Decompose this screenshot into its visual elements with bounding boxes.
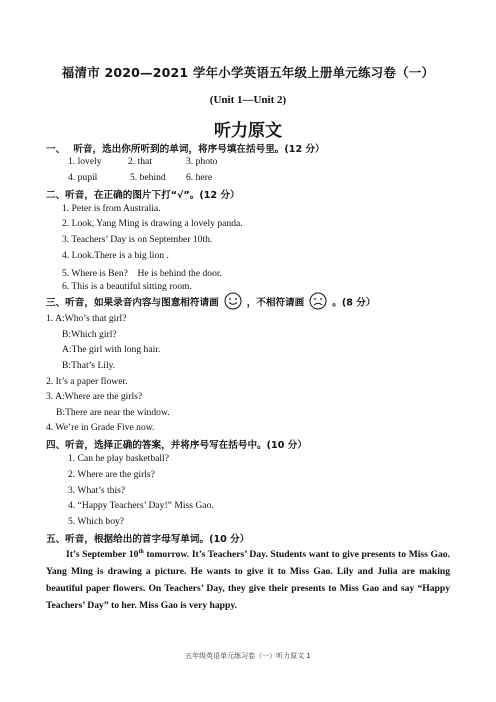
s2-line: 5. Where is Ben? He is behind the door. — [62, 268, 222, 279]
s3-line: 1. A:Who’s that girl? — [46, 313, 127, 324]
section3-title — [46, 292, 375, 313]
section1-title: 一、 听音，选出你所听到的单词，将序号填在括号里。(12 分） — [46, 144, 325, 155]
s5-para-part: tomorrow. It’s Teachers’ Day. Students want to give presents to Miss Gao. Yang Ming is drawing a picture. He wants to give it to Miss Gao. Lily and Julia are making beautiful paper flowers. On Teachers’ Day, they give their presents to Miss Gao and say “Happy Teachers’ Day” to her. Miss Gao is very happy. — [46, 549, 450, 611]
s2-line: 2. Look, Yang Ming is drawing a lovely panda. — [62, 218, 243, 229]
s2-line: 4. Look.There is a big lion . — [62, 250, 169, 261]
s4-line: 3. What’s this? — [68, 485, 126, 496]
s3-line: A:The girl with long hair. — [62, 344, 161, 355]
sad-face-icon — [308, 292, 328, 313]
s5-para-part: It’s September 10 — [66, 549, 139, 560]
section5-paragraph — [46, 546, 450, 614]
smiling-face-icon — [223, 292, 243, 313]
s5-para-sup: th — [138, 548, 144, 555]
s4-line: 2. Where are the girls? — [68, 469, 155, 480]
s4-line: 4. “Happy Teachers’ Day!” Miss Gao. — [68, 500, 214, 511]
s3-line: B:There are near the window. — [56, 407, 170, 418]
s3-line: 2. It’s a paper flower. — [46, 376, 128, 387]
section2-title: 二、听音，在正确的图片下打“√”。(12 分） — [46, 190, 240, 201]
s1-word: 5. behind — [130, 172, 166, 183]
s1-word: 4. pupil — [68, 172, 98, 183]
s3-title-part: 。(8 分） — [332, 297, 376, 309]
s1-word: 2. that — [128, 156, 152, 167]
s3-title-part: 三、听音，如果录音内容与图意相符请画 — [46, 297, 219, 309]
s4-line: 5. Which boy? — [68, 516, 125, 527]
section5-title: 五、听音，根据给出的首字母写单词。(10 分） — [46, 534, 250, 545]
s2-line: 3. Teachers’ Day is on September 10th. — [62, 234, 213, 245]
s1-word: 6. here — [186, 172, 213, 183]
s2-line: 1. Peter is from Australia. — [62, 203, 161, 214]
section4-title: 四、听音，选择正确的答案，并将序号写在括号中。(10 分） — [46, 440, 307, 451]
s3-title-part: ，不相符请画 — [246, 297, 305, 309]
s2-line: 6. This is a beautiful sitting room. — [62, 281, 192, 292]
s3-line: B:Which girl? — [62, 329, 117, 340]
s1-word: 1. lovely — [68, 156, 102, 167]
s3-line: B:That’s Lily. — [62, 360, 116, 371]
s3-line: 3. A:Where are the girls? — [46, 391, 143, 402]
s1-word: 3. photo — [186, 156, 218, 167]
document-subtitle: (Unit 1—Unit 2) — [209, 94, 287, 106]
document-heading: 听力原文 — [214, 121, 282, 141]
document-title: 福清市 2020—2021 学年小学英语五年级上册单元练习卷（一） — [61, 65, 435, 80]
s4-line: 1. Can he play basketball? — [68, 453, 169, 464]
page-footer: 五年级英语单元练习卷（一）听力原文 1 — [185, 652, 311, 660]
s3-line: 4. We’re in Grade Five now. — [46, 422, 155, 433]
